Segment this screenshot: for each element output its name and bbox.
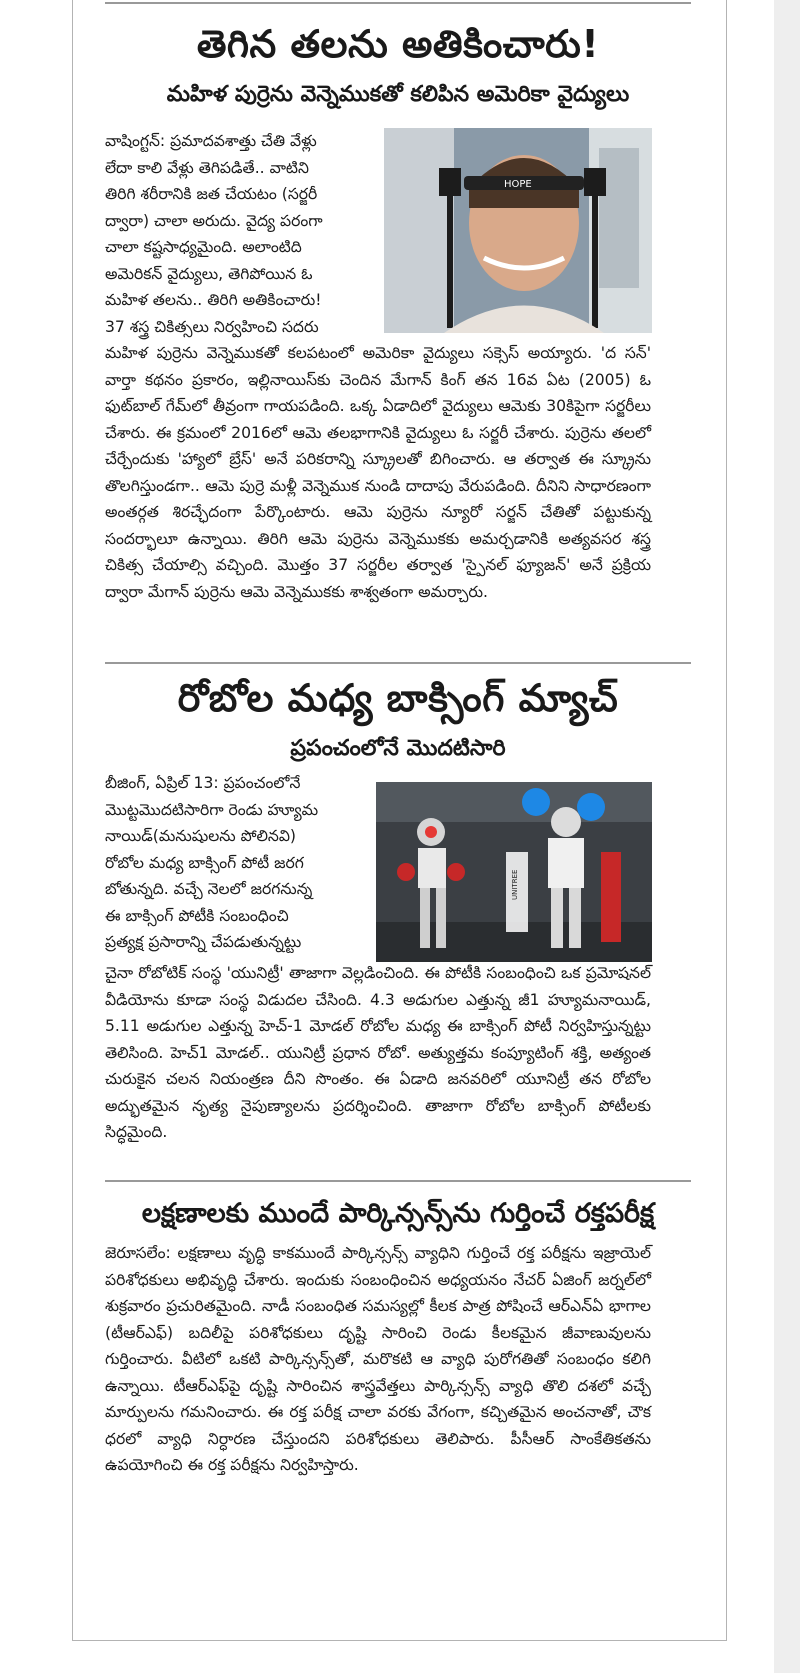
divider-1 (105, 662, 691, 664)
article2-photo (376, 782, 652, 962)
article2-line: ప్రత్యక్ష ప్రసారాన్ని చేపడుతున్నట్టు (105, 933, 302, 951)
article2-line: బోతున్నది. వచ్చే నెలలో జరగనున్న (105, 880, 313, 898)
article3-body (105, 1240, 651, 1479)
article2-line: నాయిడ్(మనుషులను పోలినవి) (105, 827, 297, 845)
article1-paragraph: మహిళ పుర్రెను వెన్నెముకతో కలపటంలో అమెరికా వైద్యులు సక్సెస్ అయ్యారు. 'ద సన్' వార్తా కథనం ప్రకారం, ఇల్లినాయిస్‌కు చెందిన మేగాన్ కింగ్ తన 16వ ఏట (2005) ఓ ఫుట్‌బాల్ గేమ్‌లో తీవ్రంగా గాయపడింది. ఒక్క ఏడాదిలో వైద్యులు ఆమెకు 30కిపైగా సర్జరీలు చేశారు. ఈ క్రమంలో 2016లో ఆమె తలభాగానికి వైద్యులు ఓ సర్జరీ చేశారు. పుర్రెను తలలో చేర్చేందుకు 'హ్యాలో బ్రేస్' అనే పరికరాన్ని స్క్రూలతో బిగించారు. ఆ తర్వాత ఈ స్క్రూను తొలగిస్తుండగా.. ఆమె పుర్రె మళ్లీ వెన్నెముక నుండి దాదాపు వేరుపడింది. దీనిని సాధారణంగా అంతర్గత శిరచ్ఛేదంగా పేర్కొంటారు. ఆమె పుర్రెను న్యూరో సర్జన్ చేతితో పట్టుకున్న సందర్భాలూ ఉన్నాయి. తిరిగి ఆమె పుర్రెను వెన్నెముకకు అమర్చడానికి అత్యవసర శస్త్ర చికిత్స చేయాల్సి వచ్చింది. మొత్తం 37 సర్జరీల తర్వాత 'స్పైనల్ ఫ్యూజన్' అనే ప్రక్రియ ద్వారా మేగాన్ పుర్రెను ఆమె వెన్నెముకకు శాశ్వతంగా అమర్చారు. (105, 344, 651, 601)
divider-2 (105, 1180, 691, 1182)
banner-text: UNITREE (511, 869, 519, 900)
article3-paragraph: జెరూసలేం: లక్షణాలు వృద్ధి కాకముందే పార్కిన్సన్స్ వ్యాధిని గుర్తించే రక్త పరీక్షను ఇజ్రాయెల్ పరిశోధకులు అభివృద్ధి చేశారు. ఇందుకు సంబంధించిన అధ్యయనం నేచర్ ఏజింగ్ జర్నల్‌లో శుక్రవారం ప్రచురితమైంది. నాడీ సంబంధిత సమస్యల్లో కీలక పాత్ర పోషించే ఆర్‌ఎన్‌ఏ భాగాల (టీఆర్‌ఎఫ్) బదిలీపై పరిశోధకులు దృష్టి సారించి రెండు కీలకమైన జీవాణువులను గుర్తించారు. వీటిలో ఒకటి పార్కిన్సన్స్‌తో, మరొకటి ఆ వ్యాధి పురోగతితో సంబంధం కలిగి ఉన్నాయి. టీఆర్‌ఎఫ్‌పై దృష్టి సారించిన శాస్త్రవేత్తలు పార్కిన్సన్స్ వ్యాధి తొలి దశలో వచ్చే మార్పులను గమనించారు. ఈ రక్త పరీక్ష చాలా వరకు వేగంగా, కచ్చితమైన అంచనాతో, చౌక ధరలో వ్యాధి నిర్ధారణ చేస్తుందని పరిశోధకులు తెలిపారు. పీసీఆర్ సాంకేతికతను ఉపయోగించి ఈ రక్త పరీక్షను నిర్వహిస్తారు. (105, 1244, 651, 1474)
article1-line: తిరిగి శరీరానికి జత చేయటం (సర్జరీ (105, 185, 318, 203)
article2-paragraph: చైనా రోబోటిక్ సంస్థ 'యునిట్రీ' తాజాగా వెల్లడించింది. ఈ పోటీకి సంబంధించి ఒక ప్రమోషనల్ వీడియోను కూడా సంస్థ విడుదల చేసింది. 4.3 అడుగుల ఎత్తున్న జీ1 హ్యూమనాయిడ్, 5.11 అడుగుల ఎత్తున్న హెచ్-1 మోడల్ రోబోల మధ్య ఈ బాక్సింగ్ పోటీ నిర్వహిస్తున్నట్టు తెలిసింది. హెచ్1 మోడల్.. యునిట్రీ ప్రధాన రోబో. అత్యుత్తమ కంప్యూటింగ్ శక్తి, అత్యంత చురుకైన చలన నియంత్రణ దీని సొంతం. ఈ ఏడాది జనవరిలో యూనిట్రీ తన రోబోల అద్భుతమైన నృత్య నైపుణ్యాలను ప్రదర్శించింది. తాజాగా రోబోల బాక్సింగ్ పోటీలకు సిద్ధమైంది. (105, 964, 651, 1141)
article2-wrapped-text (105, 770, 367, 956)
article1-line: మహిళ తలను.. తిరిగి అతికించారు! (105, 291, 322, 309)
article2-headline: రోబోల మధ్య బాక్సింగ్ మ్యాచ్ (177, 676, 619, 720)
article1-wrapped-text (105, 128, 375, 340)
article2-line: మొట్టమొదటిసారిగా రెండు హ్యూమ (105, 800, 319, 819)
article1-line: ద్వారా) చాలా అరుదు. వైద్య పరంగా (105, 211, 323, 230)
page-margin-strip (774, 0, 800, 1673)
article1-line: లేదా కాలి వేళ్లు తెగిపడితే.. వాటిని (105, 158, 309, 177)
article2-body (105, 960, 651, 1146)
article1-photo (384, 128, 652, 333)
article1-body (105, 340, 651, 605)
article1-line: చాలా కష్టసాధ్యమైంది. అలాంటిది (105, 238, 302, 256)
article1-line: అమెరికన్ వైద్యులు, తెగిపోయిన ఓ (105, 264, 313, 283)
article2-line: బీజింగ్, ఏప్రిల్ 13: ప్రపంచంలోనే (105, 774, 301, 792)
article1-line: 37 శస్త్ర చికిత్సలు నిర్వహించి సదరు (105, 317, 319, 336)
article1-headline: తెగిన తలను అతికించారు! (196, 22, 600, 66)
article2-line: ఈ బాక్సింగ్ పోటీకి సంబంధించి (105, 906, 289, 925)
headband-text: HOPE (504, 179, 532, 190)
top-rule (105, 2, 691, 4)
article1-line: వాషింగ్టన్: ప్రమాదవశాత్తు చేతి వేళ్లు (105, 132, 317, 150)
article1-subhead: మహిళ పుర్రెను వెన్నెముకతో కలిపిన అమెరికా వైద్యులు (166, 82, 630, 107)
article2-line: రోబోల మధ్య బాక్సింగ్ పోటీ జరగ (105, 853, 304, 872)
article2-subhead: ప్రపంచంలోనే మొదటిసారి (290, 736, 506, 761)
article3-headline: లక్షణాలకు ముందే పార్కిన్సన్స్‌ను గుర్తించే రక్తపరీక్ష (141, 1198, 655, 1229)
